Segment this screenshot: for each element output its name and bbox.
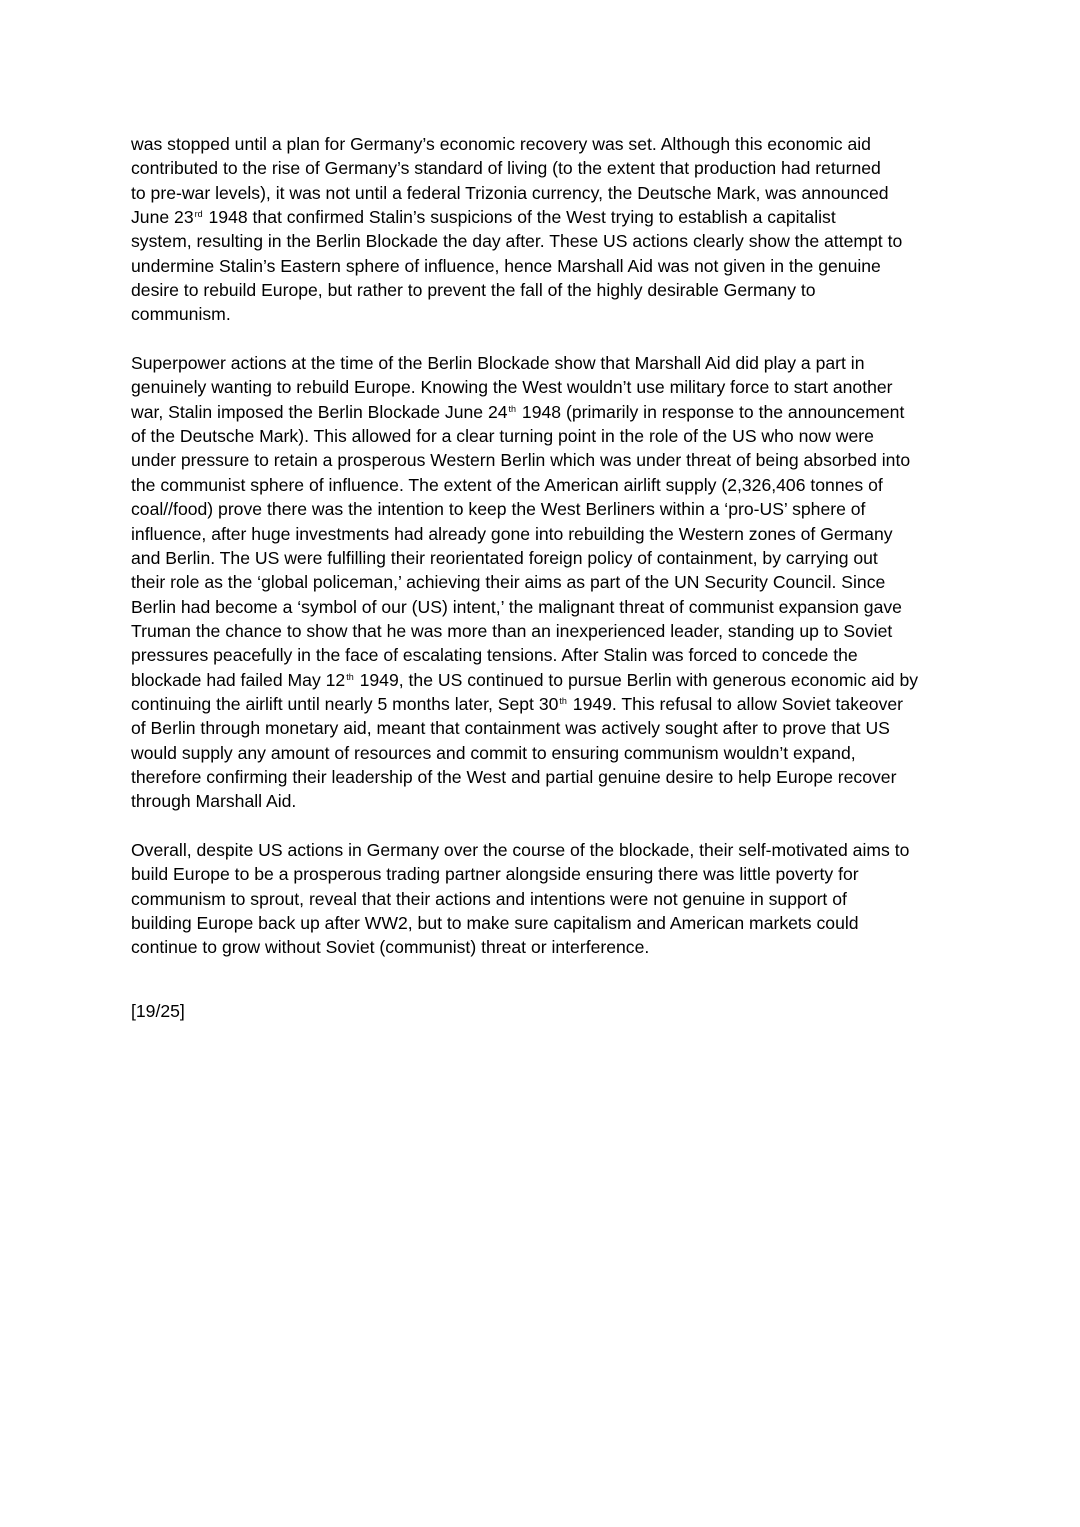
text-segment: communism.: [131, 304, 231, 325]
text-line: [131, 741, 961, 765]
text-segment: build Europe to be a prosperous trading partner alongside ensuring there was little poverty for: [131, 864, 859, 885]
text-line: [131, 448, 961, 472]
ordinal-suffix: th: [508, 403, 517, 414]
text-line: [131, 254, 961, 278]
text-line: [131, 765, 961, 789]
text-line: [131, 473, 961, 497]
paragraph: [131, 838, 961, 960]
text-line: [131, 156, 961, 180]
ordinal-suffix: th: [559, 695, 567, 706]
text-segment: June 23: [131, 207, 194, 228]
text-line: [131, 935, 961, 959]
text-segment: war, Stalin imposed the Berlin Blockade June 24: [131, 401, 508, 422]
text-line: [131, 862, 961, 886]
text-line: [131, 619, 961, 643]
text-line: [131, 497, 961, 521]
text-line: [131, 692, 961, 716]
text-segment: under pressure to retain a prosperous Western Berlin which was under threat of being absorbed into: [131, 450, 911, 471]
text-segment: undermine Stalin’s Eastern sphere of influence, hence Marshall Aid was not given in the genuine: [131, 255, 881, 276]
text-line: [131, 278, 961, 302]
text-line: [131, 595, 961, 619]
text-line: [131, 205, 961, 229]
paragraph-gap: [131, 327, 961, 351]
text-segment: 1948 that confirmed Stalin’s suspicions of the West trying to establish a capitalist: [203, 207, 836, 228]
text-segment: and Berlin. The US were fulfilling their reorientated foreign policy of containment, by carrying out: [131, 547, 878, 568]
ordinal-suffix: rd: [194, 209, 203, 220]
text-segment: Overall, despite US actions in Germany over the course of the blockade, their self-motivated aims to: [131, 839, 910, 860]
text-line: [131, 375, 961, 399]
text-segment: continuing the airlift until nearly 5 months later, Sept 30: [131, 693, 559, 714]
text-segment: blockade had failed May 12: [131, 669, 346, 690]
text-segment: Superpower actions at the time of the Berlin Blockade show that Marshall Aid did play a part in: [131, 353, 865, 374]
text-line: [131, 570, 961, 594]
text-segment: building Europe back up after WW2, but to make sure capitalism and American markets could: [131, 913, 859, 933]
paragraph-gap: [131, 814, 961, 838]
text-segment: communism to sprout, reveal that their actions and intentions were not genuine in support of: [131, 888, 847, 909]
text-line: [131, 546, 961, 570]
text-segment: 1949, the US continued to pursue Berlin with generous economic aid by: [354, 669, 919, 690]
text-line: [131, 229, 961, 253]
paragraph: [131, 351, 961, 814]
text-segment: 1948 (primarily in response to the announcement: [517, 401, 905, 422]
text-segment: to pre-war levels), it was not until a federal Trizonia currency, the Deutsche Mark, was announced: [131, 182, 889, 203]
text-segment: would supply any amount of resources and commit to ensuring communism wouldn’t expand,: [131, 742, 856, 763]
text-segment: Berlin had become a ‘symbol of our (US) intent,’ the malignant threat of communist expansion gave: [131, 596, 902, 617]
text-line: [131, 400, 961, 424]
ordinal-suffix: th: [346, 671, 354, 682]
text-segment: of the Deutsche Mark). This allowed for a clear turning point in the role of the US who now were: [131, 426, 874, 447]
text-line: [131, 838, 961, 862]
text-line: [131, 424, 961, 448]
text-segment: genuinely wanting to rebuild Europe. Knowing the West wouldn’t use military force to start another: [131, 377, 893, 398]
grade-mark: [19/25]: [131, 1001, 185, 1021]
text-segment: through Marshall Aid.: [131, 791, 297, 812]
text-segment: desire to rebuild Europe, but rather to prevent the fall of the highly desirable Germany to: [131, 280, 816, 301]
text-line: [131, 351, 961, 375]
text-line: [131, 789, 961, 813]
text-segment: of Berlin through monetary aid, meant that containment was actively sought after to prove that US: [131, 718, 890, 739]
text-segment: 1949. This refusal to allow Soviet takeover: [567, 693, 904, 714]
text-segment: continue to grow without Soviet (communist) threat or interference.: [131, 937, 650, 958]
text-line: [131, 132, 961, 156]
text-segment: contributed to the rise of Germany’s standard of living (to the extent that production had returned: [131, 158, 881, 179]
text-segment: Truman the chance to show that he was more than an inexperienced leader, standing up to Soviet: [131, 620, 893, 641]
text-line: [131, 716, 961, 740]
text-segment: coal//food) prove there was the intention to keep the West Berliners within a ‘pro-US’ sphere of: [131, 499, 866, 520]
text-segment: pressures peacefully in the face of escalating tensions. After Stalin was forced to concede the: [131, 645, 858, 666]
text-segment: system, resulting in the Berlin Blockade the day after. These US actions clearly show the attempt to: [131, 231, 903, 252]
text-line: [131, 911, 961, 935]
text-segment: influence, after huge investments had already gone into rebuilding the Western zones of Germany: [131, 523, 893, 544]
text-line: [131, 887, 961, 911]
paragraph: [131, 132, 961, 327]
text-segment: therefore confirming their leadership of the West and partial genuine desire to help Europe recover: [131, 766, 897, 787]
text-segment: their role as the ‘global policeman,’ achieving their aims as part of the UN Security Council. Since: [131, 572, 886, 593]
text-line: [131, 522, 961, 546]
text-line: [131, 302, 961, 326]
text-line: [131, 668, 961, 692]
text-line: [131, 181, 961, 205]
text-line: [131, 643, 961, 667]
text-segment: the communist sphere of influence. The extent of the American airlift supply (2,326,406 tonnes of: [131, 474, 883, 495]
essay-body: [131, 132, 961, 960]
text-segment: was stopped until a plan for Germany’s economic recovery was set. Although this economic aid: [131, 134, 871, 154]
